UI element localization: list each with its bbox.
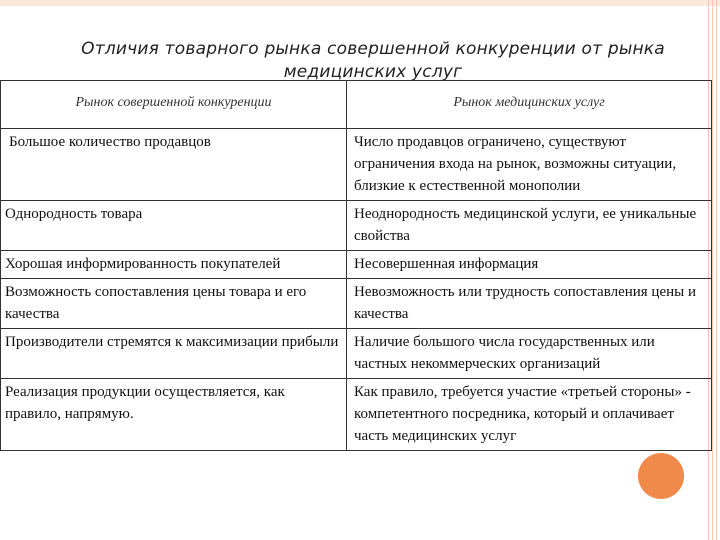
header-medical-services: Рынок медицинских услуг (347, 81, 712, 129)
cell-perfect-competition: Возможность сопоставления цены товара и его качества (1, 279, 347, 329)
table-row (1, 279, 712, 329)
cell-perfect-competition: Хорошая информированность покупателей (1, 251, 347, 279)
cell-medical-services: Невозможность или трудность сопоставления цены и качества (347, 279, 712, 329)
cell-medical-services: Неоднородность медицинской услуги, ее уникальные свойства (347, 201, 712, 251)
slide-title: Отличия товарного рынка совершенной конкуренции от рынка медицинских услуг (81, 39, 665, 82)
cell-medical-services: Наличие большого числа государственных или частных некоммерческих организаций (347, 329, 712, 379)
cell-perfect-competition: Реализация продукции осуществляется, как правило, напрямую. (1, 379, 347, 451)
table-row (1, 329, 712, 379)
table-header-row (1, 81, 712, 129)
cell-medical-services: Число продавцов ограничено, существуют ограничения входа на рынок, возможны ситуации, близкие к естественной монополии (347, 129, 712, 201)
accent-circle (638, 453, 684, 499)
table-row (1, 251, 712, 279)
header-perfect-competition: Рынок совершенной конкуренции (1, 81, 347, 129)
table-row (1, 379, 712, 451)
cell-perfect-competition: Производители стремятся к максимизации прибыли (1, 329, 347, 379)
cell-perfect-competition: Большое количество продавцов (1, 129, 347, 201)
table-row (1, 201, 712, 251)
cell-perfect-competition: Однородность товара (1, 201, 347, 251)
cell-medical-services: Как правило, требуется участие «третьей стороны» - компетентного посредника, который и оплачивает часть медицинских услуг (347, 379, 712, 451)
slide-top-border (0, 0, 720, 6)
table-row (1, 129, 712, 201)
comparison-table (0, 80, 712, 451)
cell-medical-services: Несовершенная информация (347, 251, 712, 279)
